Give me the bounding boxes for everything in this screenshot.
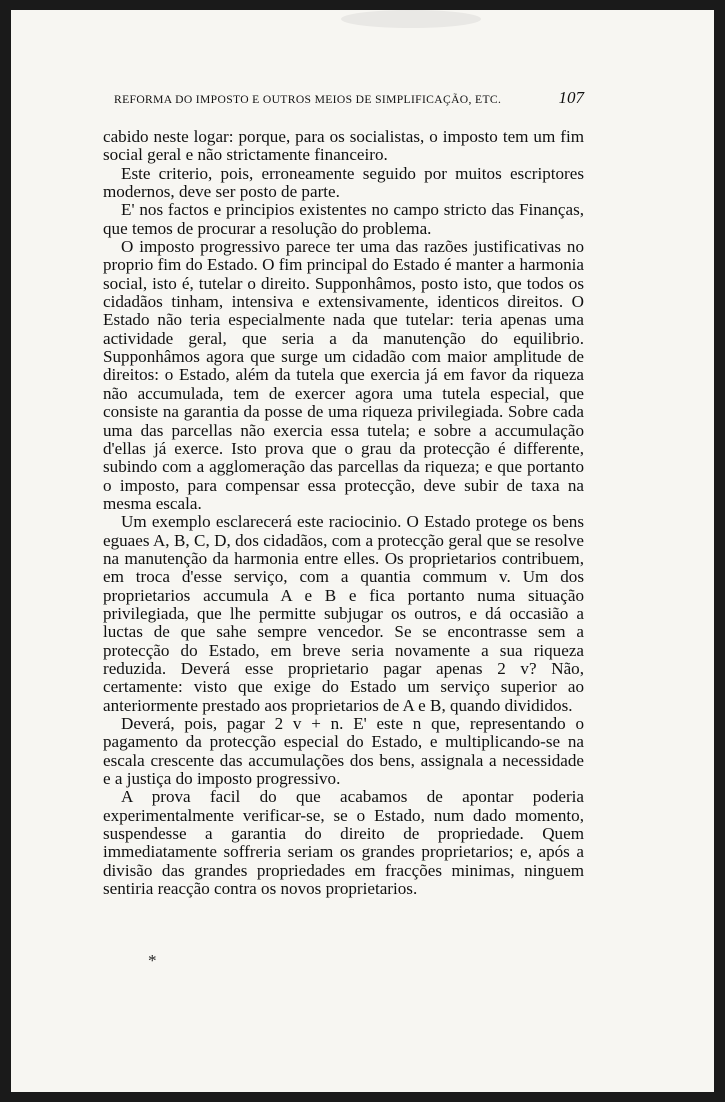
paragraph: A prova facil do que acabamos de apontar poderia experimentalmente verificar-se, se o Estado, num dado momento, suspendesse a garantia do direito de propriedade. Quem immediatamente soffreria seriam os grandes proprietarios; e, após a divisão das grandes propriedades em fracções minimas, ninguem sentiria reacção contra os novos proprietarios. — [103, 787, 584, 899]
paragraph: cabido neste logar: porque, para os socialistas, o imposto tem um fim social geral e não strictamente financeiro. — [103, 127, 584, 165]
body-text — [103, 128, 584, 898]
running-title: REFORMA DO IMPOSTO E OUTROS MEIOS DE SIMPLIFICAÇÃO, ETC. — [114, 93, 502, 106]
page-header — [114, 88, 584, 108]
footer-mark: * — [148, 951, 157, 970]
paragraph: O imposto progressivo parece ter uma das razões justificativas no proprio fim do Estado. O fim principal do Estado é manter a harmonia social, isto é, tutelar o direito. Supponhâmos, posto isto, que todos os cidadãos tinham, intensiva e extensivamente, identicos direitos. O Estado não teria especialmente nada que tutelar: teria apenas uma actividade geral, que seria a da manutenção do equilibrio. Supponhâmos agora que surge um cidadão com maior amplitude de direitos: o Estado, além da tutela que exercia já em favor da riqueza não accumulada, tem de exercer agora uma tutela especial, que consiste na garantia da posse de uma riqueza privilegiada. Sobre cada uma das parcellas não exercia essa tutela; e sobre a accumulação d'ellas já exerce. Isto prova que o grau da protecção é differente, subindo com a agglomeração das parcellas da riqueza; e que portanto o imposto, para compensar essa protecção, deve subir de taxa na mesma escala. — [103, 237, 584, 513]
page-smudge — [341, 10, 481, 28]
paragraph: Um exemplo esclarecerá este raciocinio. O Estado protege os bens eguaes A, B, C, D, dos cidadãos, com a protecção geral que se resolve na manutenção da harmonia entre elles. Os proprietarios contribuem, em troca d'esse serviço, com a quantia commum v. Um dos proprietarios accumula A e B e fica portanto numa situação privilegiada, que lhe permitte subjugar os outros, e dá occasião a luctas de que sahe sempre vencedor. Se se encontrasse sem a protecção do Estado, em breve seria novamente a sua riqueza reduzida. Deverá esse proprietario pagar apenas 2 v? Não, certamente: visto que exige do Estado um serviço superior ao anteriormente prestado aos proprietarios de A e B, quando divididos. — [103, 512, 584, 715]
paragraph: Este criterio, pois, erroneamente seguido por muitos escriptores modernos, deve ser posto de parte. — [103, 163, 584, 202]
paragraph: Deverá, pois, pagar 2 v + n. E' este n que, representando o pagamento da protecção especial do Estado, e multiplicando-se na escala crescente das accumulações dos bens, assignala a necessidade e a justiça do imposto progressivo. — [103, 714, 584, 789]
paragraph: E' nos factos e principios existentes no campo stricto das Finanças, que temos de procurar a resolução do problema. — [103, 200, 584, 238]
book-page — [11, 10, 714, 1092]
page-number: 107 — [558, 88, 584, 107]
